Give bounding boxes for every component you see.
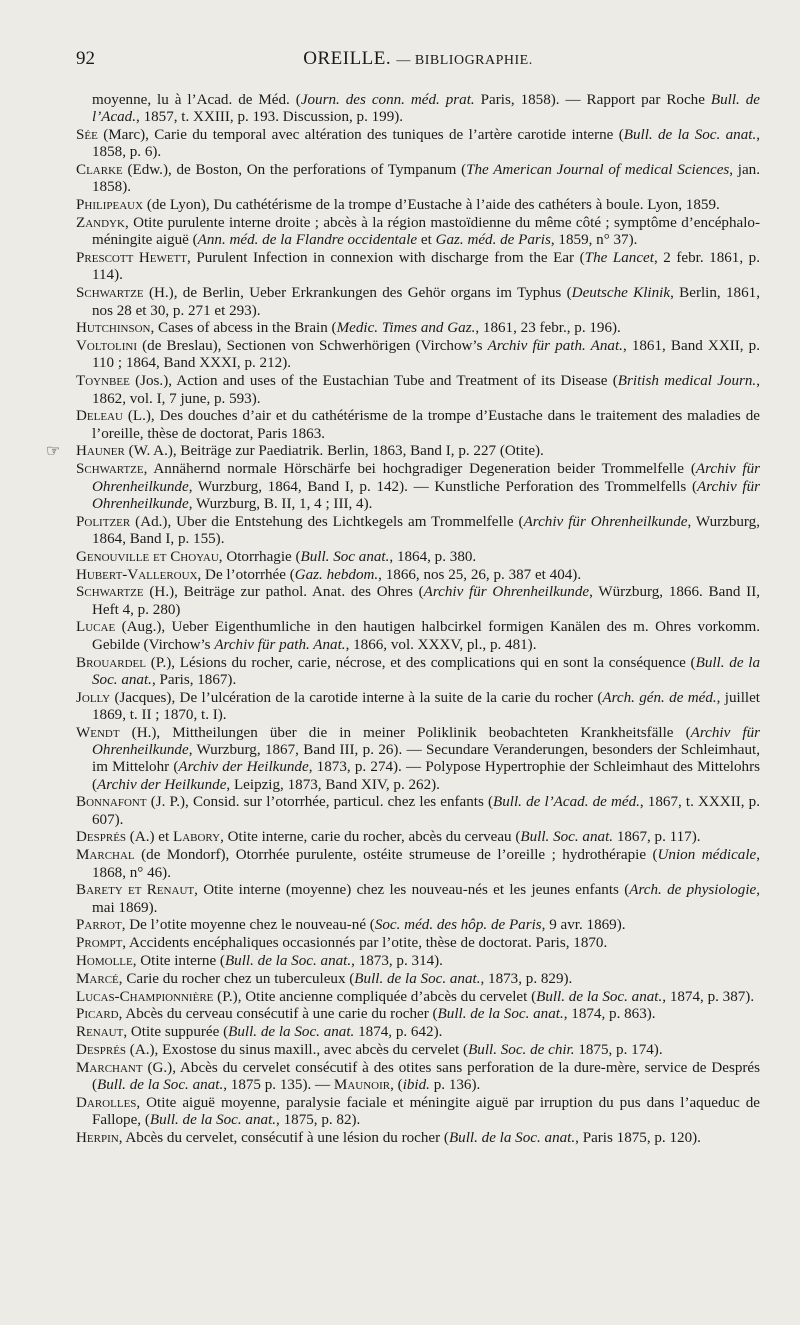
bibliography-entry [76,953,760,970]
entry-text: , 1858, p. 6). [92,127,760,161]
journal-title: Archiv für Ohrenheilkunde [92,461,760,495]
author-name: Sée [76,127,98,144]
entry-text: , 1857, t. XXIII, p. 193. Discussion, p. 199). [136,109,404,126]
bibliography-entry [76,655,760,690]
entry-text: , 1874, p. 387). [662,988,755,1005]
bibliography-entry [76,847,760,882]
journal-title: Archiv für path. Anat. [487,338,623,355]
bibliography-entry [76,373,760,408]
author-name: Schwartze [76,285,144,302]
author-name: Politzer [76,513,131,530]
journal-title: Journ. des conn. méd. prat. [300,92,475,108]
entry-text: , Otite purulente interne droite ; abcès à la région mastoïdienne du même côté ; symptôme d’encéphalo-méningite aiguë ( [92,215,760,249]
entry-text: , Otite aiguë moyenne, paralysie faciale et méningite aiguë par irruption du pus dans l’aqueduc de Fallope, ( [92,1094,760,1129]
entry-text: , 1866, vol. XXXV, pl., p. 481). [345,636,537,653]
bibliography-entry [76,567,760,584]
entry-text: , Berlin, 1861, nos 28 et 30, p. 271 et 293). [92,285,760,319]
journal-title: Archiv für Ohrenheilkunde [423,584,590,601]
author-name: Deleau [76,408,123,425]
entry-text: , juillet 1869, t. II ; 1870, t. I). [92,689,760,723]
journal-title: Archiv für Ohrenheilkunde [523,513,688,530]
bibliography-entry [76,882,760,917]
entry-text: , 1866, nos 25, 26, p. 387 et 404). [378,566,582,583]
entry-text: (de Breslau), Sectionen von Schwerhörigen (Virchow’s [137,338,488,355]
author-name: Marchal [76,847,135,864]
entry-text: , 1859, n° 37). [550,232,638,249]
entry-text: , 2 febr. 1861, p. 114). [92,250,760,284]
author-name: Després [76,1042,127,1059]
entry-text: (G.), Abcès du cervelet consécutif à des otites sans perforation de la dure-mère, service de Després ( [92,1059,760,1094]
entry-text: , ( [390,1077,403,1094]
entry-text: , Wurzburg, B. II, 1, 4 ; III, 4). [188,495,373,512]
author-name: Barety et Renaut [76,882,195,899]
author-name: Herpin [76,1130,119,1147]
bibliography-entry [46,443,760,461]
entry-text: (J. P.), Consid. sur l’otorrhée, particul. chez les enfants ( [146,794,494,811]
author-name: Voltolini [76,338,138,355]
bibliography-entry [76,794,760,829]
entry-text: , Wurzburg, 1864, Band I, p. 155). [92,513,761,547]
journal-title: Gaz. hebdom. [294,566,379,583]
entry-text: , 1873, p. 314). [351,953,443,970]
author-name: Prescott Hewett [76,250,187,267]
journal-title: Bull. Soc. anat. [520,829,614,846]
bibliography-entry [76,1006,760,1023]
author-name: Després [76,829,127,846]
entry-text: , 1867, t. XXXII, p. 607). [92,794,760,828]
entry-text: , 9 avr. 1869). [541,917,626,934]
journal-title: Bull. de la Soc. anat. [623,127,757,144]
bibliography-entry [76,514,760,549]
journal-title: Bull. de la Soc. anat. [228,1024,355,1041]
journal-title: Bull. de la Soc. anat. [149,1112,277,1129]
entry-text: , 1861, Band XXII, p. 110 ; 1864, Band XXXI, p. 212). [92,338,760,372]
entry-text: (Jos.), Action and uses of the Eustachian Tube and Treatment of its Disease ( [129,373,618,390]
running-header [76,48,760,80]
bibliography-entry [76,285,760,320]
bibliography-entry [76,619,760,654]
running-title-sub: — BIBLIOGRAPHIE. [396,53,533,68]
author-name: Philipeaux [76,197,144,214]
journal-title: Bull. de l’Acad. [92,92,761,126]
author-name: Parrot [76,917,122,934]
journal-title: Arch. gén. de méd. [602,689,717,706]
journal-title: Bull. Soc. de chir. [468,1042,575,1059]
journal-title: Bull. de l’Acad. de méd. [493,794,640,811]
entry-text: (Edw.), de Boston, On the perforations of Tympanum ( [122,162,467,179]
bibliography-entry [76,917,760,934]
entry-text: , Otite interne ( [132,953,225,970]
entry-text: , 1873, p. 274). — Polypose Hypertrophie der Schleimhaut des Mittelohrs ( [92,759,760,793]
entry-text: (W. A.), Beiträge zur Paediatrik. Berlin, 1863, Band I, p. 227 (Otite). [124,443,544,460]
journal-title: Union médicale [657,847,757,864]
author-name: Prompt [76,935,123,952]
pointing-hand-icon: ☞ [46,443,61,461]
entry-text: (A.) et [126,829,173,846]
journal-title: Archiv für path. Anat. [214,636,346,653]
journal-title: Medic. Times and Gaz. [336,320,476,337]
journal-title: Bull. de la Soc. anat. [92,654,760,688]
journal-title: Bull. de la Soc. anat. [448,1130,576,1147]
entry-text: , Wurzburg, 1867, Band III, p. 26). — Secundare Veranderungen, besonders der Schleimhaut, im Mittelohr ( [92,741,760,776]
entry-text: Paris, 1858). — Rapport par Roche [474,92,711,108]
entry-text: , 1875, p. 82). [276,1112,361,1129]
bibliography-entry [76,1024,760,1041]
journal-title: Bull. Soc anat. [300,548,390,565]
author-name: Jolly [76,689,111,706]
author-name: Marcé [76,970,119,987]
bibliography-entry [76,162,760,197]
author-name: Lucae [76,619,116,636]
bibliography-entry [76,971,760,988]
entry-text: 1875, p. 174). [574,1042,663,1059]
entry-text: , Würzburg, 1866. Band II, Heft 4, p. 280) [92,584,760,618]
entry-text: , De l’otite moyenne chez le nouveau-né ( [121,917,375,934]
bibliography-entry [76,127,760,162]
entry-text: (Ad.), Uber die Entstehung des Lichtkegels am Trommelfelle ( [130,513,524,530]
journal-title: The Lancet [584,250,654,267]
entry-text: (H.), de Berlin, Ueber Erkrankungen des Gehör organs im Typhus ( [143,285,572,302]
journal-title: Archiv für Ohrenheilkunde [92,478,760,512]
running-title [76,48,760,70]
bibliography-entry [76,1095,760,1130]
bibliography-entry [76,408,760,443]
entry-text: moyenne, lu à l’Acad. de Méd. ( [92,92,301,108]
bibliography-entry [76,1060,760,1095]
entry-text: (H.), Mittheilungen über die in meiner Poliklinik beobachteten Krankheitsfälle ( [119,724,691,741]
author-name: Schwartze [76,584,144,601]
author-name: Homolle [76,953,133,970]
entry-text: 1874, p. 642). [354,1024,443,1041]
journal-title: Ann. méd. de la Flandre occidentale [197,232,418,249]
author-name: Lucas-Championnière [76,988,214,1005]
journal-title: Bull. de la Soc. anat. [536,988,663,1005]
bibliography-entry [76,725,760,794]
entry-text: (Jacques), De l’ulcération de la carotide interne à la suite de la carie du rocher ( [110,689,603,706]
entry-text: , 1862, vol. I, 7 june, p. 593). [92,373,760,407]
entry-text: p. 136). [429,1077,481,1094]
entry-text: , Abcès du cerveau consécutif à une carie du rocher ( [118,1006,438,1023]
author-name: Toynbee [76,373,130,390]
bibliography-entry [76,1130,760,1147]
journal-title: ibid. [402,1077,430,1094]
entry-text: , Abcès du cervelet, consécutif à une lésion du rocher ( [118,1130,449,1147]
journal-title: Deutsche Klinik [571,285,671,302]
author-name: Clarke [76,162,123,179]
entry-text: , 1868, n° 46). [92,847,760,881]
author-name: Genouville et Choyau [76,548,219,565]
journal-title: Archiv der Heilkunde [178,759,309,776]
author-name: Maunoir [333,1077,391,1094]
author-name: Picard [76,1006,119,1023]
page-number: 92 [76,48,95,69]
journal-title: Archiv für Ohrenheilkunde [92,724,760,758]
journal-title: British medical Journ. [617,373,757,390]
entry-text: , De l’otorrhée ( [197,566,295,583]
author-name: Hauner [76,443,125,460]
bibliography-entry [76,989,760,1006]
entry-text: , Carie du rocher chez un tuberculeux ( [118,970,355,987]
author-name: Hubert-Valleroux [76,566,198,583]
entry-text: , jan. 1858). [92,162,760,196]
entry-text: (de Mondorf), Otorrhée purulente, ostéite strumeuse de l’oreille ; hydrothérapie ( [134,847,658,864]
bibliography-entry [76,338,760,373]
author-name: Hutchinson [76,320,151,337]
journal-title: Gaz. méd. de Paris [435,232,551,249]
entry-text: (Aug.), Ueber Eigenthumliche in den hautigen halbcirkel formigen Kanälen des m. Ohres vorkomm. Gebilde (Virchow’s [92,619,760,653]
bibliography-entry [76,829,760,846]
entry-text: (H.), Beiträge zur pathol. Anat. des Ohres ( [143,584,424,601]
entry-text: , 1864, p. 380. [389,548,477,565]
journal-title: Bull. de la Soc. anat. [437,1006,564,1023]
entry-text: (L.), Des douches d’air et du cathétérisme de la trompe d’Eustache dans le traitement des maladies de l’oreille, thèse de doctorat, Paris 1863. [92,408,760,442]
entry-text: , 1873, p. 829). [480,970,573,987]
entry-text: et [417,232,436,249]
bibliography-entry [76,320,760,337]
author-name: Wendt [76,724,120,741]
bibliography-entry [76,197,760,214]
bibliography-list [46,92,761,1147]
entry-text: , Annähernd normale Hörschärfe bei hochgradiger Degeneration beider Trommelfelle ( [143,461,696,478]
bibliography-entry [76,584,760,619]
bibliography-entry [76,215,760,250]
author-name: Zandyk [76,215,125,232]
entry-text: 1867, p. 117). [613,829,701,846]
author-name: Bonnafont [76,794,147,811]
entry-text: , Paris 1875, p. 120). [575,1130,701,1147]
bibliography-entry [76,250,760,285]
author-name: Darolles [76,1094,137,1111]
entry-text: (P.), Otite ancienne compliquée d’abcès du cervelet ( [213,988,537,1005]
author-name: Labory [172,829,221,846]
journal-title: Soc. méd. des hôp. de Paris [374,917,542,934]
journal-title: Bull. de la Soc. anat. [354,970,481,987]
author-name: Brouardel [76,654,146,671]
bibliography-entry [76,92,760,127]
author-name: Marchant [76,1059,143,1076]
entry-text: , mai 1869). [92,882,760,916]
journal-title: The American Journal of medical Sciences [466,162,730,179]
entry-text: , Leipzig, 1873, Band XIV, p. 262). [226,776,440,793]
entry-text: , Paris, 1867). [151,671,237,688]
entry-text: , Otite suppurée ( [123,1024,229,1041]
entry-text: , Accidents encéphaliques occasionnés par l’otite, thèse de doctorat. Paris, 1870. [122,935,608,952]
bibliography-entry [76,690,760,725]
entry-text: , 1875 p. 135). — [223,1077,334,1094]
author-name: Schwartze [76,461,144,478]
entry-text: (A.), Exostose du sinus maxill., avec abcès du cervelet ( [126,1042,469,1059]
entry-text: , Otite interne (moyenne) chez les nouveau-nés et les jeunes enfants ( [194,882,630,899]
bibliography-entry [76,549,760,566]
entry-text: , Cases of abcess in the Brain ( [150,320,337,337]
running-title-main: OREILLE. [303,48,392,69]
entry-text: , Otorrhagie ( [218,548,301,565]
bibliography-entry [76,461,760,513]
journal-title: Archiv der Heilkunde [97,776,227,793]
bibliography-entry [76,1042,760,1059]
journal-title: Bull. de la Soc. anat. [97,1077,224,1094]
entry-text: , Purulent Infection in connexion with discharge from the Ear ( [187,250,585,267]
entry-text: , Otite interne, carie du rocher, abcès du cerveau ( [220,829,521,846]
entry-text: , Wurzburg, 1864, Band I, p. 142). — Kunstliche Perforation des Trommelfells ( [188,478,697,495]
entry-text: , 1861, 23 febr., p. 196). [475,320,621,337]
entry-text: (P.), Lésions du rocher, carie, nécrose, et des complications qui en sont la conséquence ( [145,654,696,671]
bibliography-entry [76,935,760,952]
entry-text: , 1874, p. 863). [563,1006,656,1023]
author-name: Renaut [76,1024,124,1041]
journal-title: Bull. de la Soc. anat. [224,953,352,970]
journal-title: Arch. de physiologie [629,882,757,899]
entry-text: (Marc), Carie du temporal avec altération des tuniques de l’artère carotide interne ( [97,127,624,144]
entry-text: (de Lyon), Du cathétérisme de la trompe d’Eustache à l’aide des cathéters à boule. Lyon, 1859. [143,197,720,214]
